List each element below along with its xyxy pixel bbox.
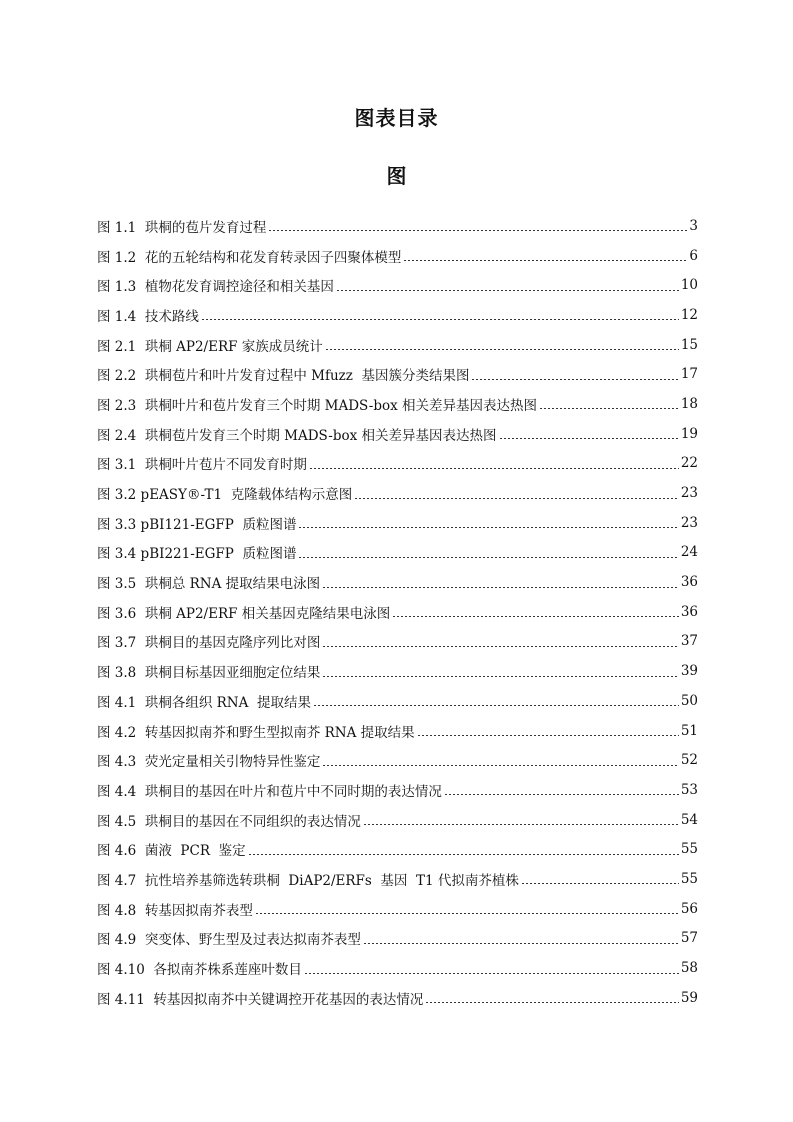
figure-entry[interactable] [97, 805, 698, 835]
dot-leader [471, 379, 678, 380]
figure-entry[interactable] [97, 745, 698, 775]
figure-entry[interactable] [97, 864, 698, 894]
figure-entry-label: 图 3.6 珙桐 AP2/ERF 相关基因克隆结果电泳图 [97, 605, 391, 622]
figure-entry-page-number: 24 [680, 544, 698, 561]
section-title: 图 [386, 164, 407, 188]
figure-entry[interactable] [97, 359, 698, 389]
figure-entry[interactable] [97, 449, 698, 479]
figure-entry-label: 图 2.4 珙桐苞片发育三个时期 MADS-box 相关差异基因表达热图 [97, 427, 497, 444]
figure-entry-label: 图 4.6 菌液 PCR 鉴定 [97, 843, 246, 860]
figure-entry[interactable] [97, 656, 698, 686]
figure-entry-label: 图 3.8 珙桐目标基因亚细胞定位结果 [97, 665, 321, 682]
figure-entry-label: 图 2.2 珙桐苞片和叶片发育过程中 Mfuzz 基因簇分类结果图 [97, 368, 470, 385]
figure-entry-page-number: 3 [689, 217, 698, 234]
figure-entry-page-number: 18 [680, 395, 698, 412]
dot-leader [392, 616, 679, 617]
figure-entry-page-number: 19 [680, 425, 698, 442]
figure-entry[interactable] [97, 834, 698, 864]
dot-leader [444, 794, 679, 795]
dot-leader [322, 765, 678, 766]
figure-entry[interactable] [97, 894, 698, 924]
figure-list [97, 211, 698, 1013]
dot-leader [363, 943, 679, 944]
dot-leader [313, 705, 679, 706]
figure-entry-page-number: 17 [680, 366, 698, 383]
figure-entry[interactable] [97, 330, 698, 360]
figure-entry-page-number: 36 [680, 603, 698, 620]
figure-entry[interactable] [97, 389, 698, 419]
dot-leader [363, 824, 679, 825]
figure-entry[interactable] [97, 597, 698, 627]
figure-entry-page-number: 23 [680, 485, 698, 502]
dot-leader [417, 735, 679, 736]
dot-leader [248, 854, 679, 855]
figure-entry-label: 图 1.3 植物花发育调控途径和相关基因 [97, 279, 334, 296]
dot-leader [539, 408, 679, 409]
figure-entry-label: 图 3.4 pBI221-EGFP 质粒图谱 [97, 546, 297, 563]
figure-entry-label: 图 4.3 荧光定量相关引物特异性鉴定 [97, 754, 321, 771]
dot-leader [322, 587, 679, 588]
dot-leader [499, 438, 679, 439]
figure-entry-page-number: 58 [680, 960, 698, 977]
figure-entry-label: 图 4.5 珙桐目的基因在不同组织的表达情况 [97, 813, 361, 830]
dot-leader [309, 468, 679, 469]
dot-leader [403, 260, 687, 261]
figure-entry-page-number: 55 [680, 841, 698, 858]
figure-entry-page-number: 23 [680, 514, 698, 531]
dot-leader [521, 883, 679, 884]
figure-entry-label: 图 3.1 珙桐叶片苞片不同发育时期 [97, 457, 307, 474]
figure-entry-page-number: 22 [680, 455, 698, 472]
figure-entry[interactable] [97, 567, 698, 597]
figure-entry[interactable] [97, 924, 698, 954]
figure-entry-label: 图 3.3 pBI121-EGFP 质粒图谱 [97, 516, 297, 533]
dot-leader [425, 1002, 678, 1003]
figure-entry-page-number: 55 [680, 870, 698, 887]
figure-entry-page-number: 12 [680, 306, 698, 323]
figure-entry-page-number: 36 [680, 574, 698, 591]
dot-leader [325, 349, 679, 350]
figure-entry-page-number: 57 [680, 930, 698, 947]
figure-entry-label: 图 2.1 珙桐 AP2/ERF 家族成员统计 [97, 338, 323, 355]
dot-leader [322, 676, 678, 677]
figure-entry-label: 图 4.4 珙桐目的基因在叶片和苞片中不同时期的表达情况 [97, 783, 442, 800]
figure-entry-label: 图 4.11 转基因拟南芥中关键调控开花基因的表达情况 [97, 991, 424, 1008]
dot-leader [268, 230, 687, 231]
figure-entry-page-number: 54 [680, 811, 698, 828]
figure-entry[interactable] [97, 775, 698, 805]
dot-leader [255, 913, 679, 914]
figure-entry[interactable] [97, 716, 698, 746]
figure-entry-label: 图 3.7 珙桐目的基因克隆序列比对图 [97, 635, 321, 652]
figure-entry[interactable] [97, 419, 698, 449]
figure-entry[interactable] [97, 953, 698, 983]
figure-entry-page-number: 51 [680, 722, 698, 739]
figure-entry-label: 图 4.2 转基因拟南芥和野生型拟南芥 RNA 提取结果 [97, 724, 415, 741]
figure-entry-page-number: 10 [680, 277, 698, 294]
figure-entry[interactable] [97, 270, 698, 300]
figure-entry-label: 图 4.7 抗性培养基筛选转珙桐 DiAP2/ERFs 基因 T1 代拟南芥植株 [97, 872, 519, 889]
figure-entry-label: 图 1.1 珙桐的苞片发育过程 [97, 219, 267, 236]
figure-entry[interactable] [97, 211, 698, 241]
figure-entry-label: 图 4.8 转基因拟南芥表型 [97, 902, 253, 919]
figure-entry-label: 图 4.1 珙桐各组织 RNA 提取结果 [97, 694, 311, 711]
figure-entry-label: 图 3.2 pEASY®-T1 克隆载体结构示意图 [97, 487, 353, 504]
figure-entry-page-number: 37 [680, 633, 698, 650]
figure-entry-label: 图 1.2 花的五轮结构和花发育转录因子四聚体模型 [97, 249, 402, 266]
figure-entry[interactable] [97, 627, 698, 657]
page-title: 图表目录 [354, 106, 439, 130]
figure-entry-label: 图 2.3 珙桐叶片和苞片发育三个时期 MADS-box 相关差异基因表达热图 [97, 397, 538, 414]
figure-entry-page-number: 50 [680, 692, 698, 709]
dot-leader [336, 290, 679, 291]
figure-entry-label: 图 1.4 技术路线 [97, 308, 199, 325]
figure-entry[interactable] [97, 983, 698, 1013]
figure-entry[interactable] [97, 241, 698, 271]
figure-entry[interactable] [97, 300, 698, 330]
figure-entry-page-number: 59 [680, 989, 698, 1006]
dot-leader [298, 527, 678, 528]
figure-entry[interactable] [97, 686, 698, 716]
figure-entry[interactable] [97, 478, 698, 508]
dot-leader [354, 498, 679, 499]
figure-entry-label: 图 4.10 各拟南芥株系莲座叶数目 [97, 962, 302, 979]
figure-entry[interactable] [97, 538, 698, 568]
dot-leader [298, 557, 678, 558]
dot-leader [304, 973, 679, 974]
figure-entry-label: 图 3.5 珙桐总 RNA 提取结果电泳图 [97, 576, 321, 593]
figure-entry-page-number: 52 [680, 752, 698, 769]
figure-entry-label: 图 4.9 突变体、野生型及过表达拟南芥表型 [97, 932, 361, 949]
figure-entry-page-number: 15 [680, 336, 698, 353]
figure-entry-page-number: 39 [680, 663, 698, 680]
figure-entry-page-number: 56 [680, 900, 698, 917]
figure-entry[interactable] [97, 508, 698, 538]
figure-entry-page-number: 53 [680, 781, 698, 798]
dot-leader [201, 319, 679, 320]
dot-leader [322, 646, 678, 647]
figure-entry-page-number: 6 [689, 247, 698, 264]
